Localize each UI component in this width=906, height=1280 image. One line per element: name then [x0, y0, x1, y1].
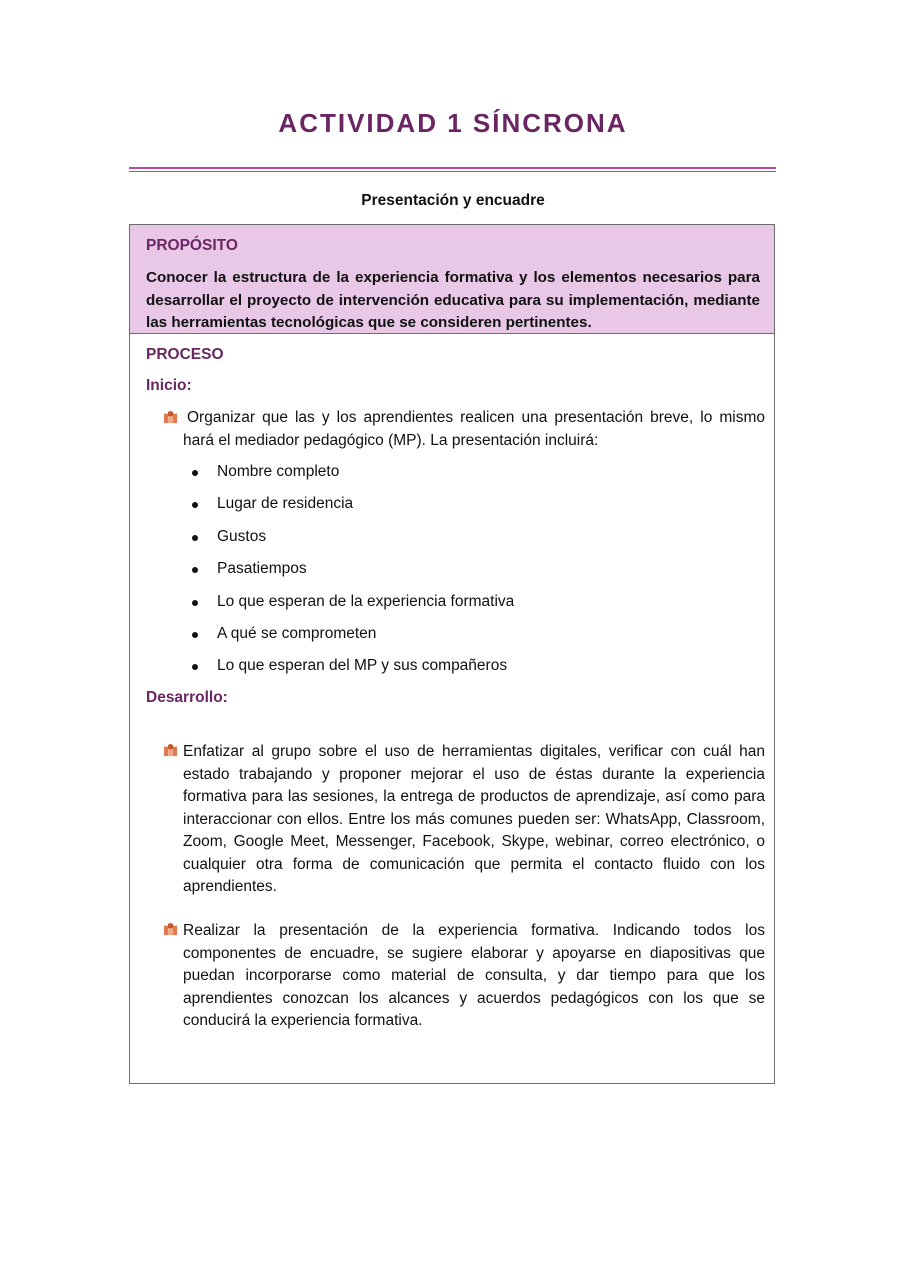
- bullet-dot: [192, 567, 198, 573]
- list-item: A qué se comprometen: [190, 623, 514, 655]
- list-item: Pasatiempos: [190, 558, 514, 590]
- page-title: ACTIVIDAD 1 SÍNCRONA: [278, 108, 628, 138]
- presentation-bullet-list: [190, 461, 514, 688]
- figure-marker-icon: [163, 922, 178, 937]
- bullet-dot: [192, 470, 198, 476]
- inicio-label: Inicio:: [146, 377, 192, 394]
- figure-marker-icon: [163, 410, 178, 425]
- list-item: Nombre completo: [190, 461, 514, 493]
- figure-marker-icon: [163, 743, 178, 758]
- list-item: Gustos: [190, 526, 514, 558]
- list-item: Lo que esperan del MP y sus compañeros: [190, 655, 514, 687]
- list-item: Lo que esperan de la experiencia formativa: [190, 591, 514, 623]
- purpose-label: PROPÓSITO: [146, 237, 238, 254]
- title-rule-thick: [129, 167, 776, 169]
- purpose-text: Conocer la estructura de la experiencia formativa y los elementos necesarios para desarrollar el proyecto de intervención educativa para su implementación, mediante las herramientas tecnológicas que se consideren pertinentes.: [146, 269, 760, 331]
- bullet-dot: [192, 535, 198, 541]
- inicio-text: Organizar que las y los aprendientes realicen una presentación breve, lo mismo hará el mediador pedagógico (MP). La presentación incluirá:: [183, 409, 765, 449]
- desarrollo-label: Desarrollo:: [146, 689, 228, 706]
- title-rule-thin: [129, 171, 776, 172]
- desarrollo-item-tools: Enfatizar al grupo sobre el uso de herramientas digitales, verificar con cuál han estado trabajando y proponer mejorar el uso de éstas durante la experiencia formativa para las sesiones, la entrega de productos de aprendizaje, así como para interaccionar con ellos. Entre los más comunes pueden ser: WhatsApp, Classroom, Zoom, Google Meet, Messenger, Facebook, Skype, webinar, correo electrónico, o cualquier otra forma de comunicación que permita el contacto fluido con los aprendientes.: [183, 743, 765, 895]
- activity-table: [129, 224, 775, 1084]
- bullet-dot: [192, 664, 198, 670]
- bullet-dot: [192, 632, 198, 638]
- list-item: Lugar de residencia: [190, 493, 514, 525]
- process-label: PROCESO: [146, 346, 224, 363]
- desarrollo-item-presentation: Realizar la presentación de la experiencia formativa. Indicando todos los componentes de encuadre, se sugiere elaborar y apoyarse en diapositivas que puedan incorporarse como material de consulta, y dar tiempo para que los aprendientes conozcan los alcances y acuerdos pedagógicos con los que se conducirá la experiencia formativa.: [183, 922, 765, 1029]
- bullet-dot: [192, 600, 198, 606]
- bullet-dot: [192, 502, 198, 508]
- purpose-section: [130, 225, 774, 334]
- section-subtitle: Presentación y encuadre: [361, 192, 545, 209]
